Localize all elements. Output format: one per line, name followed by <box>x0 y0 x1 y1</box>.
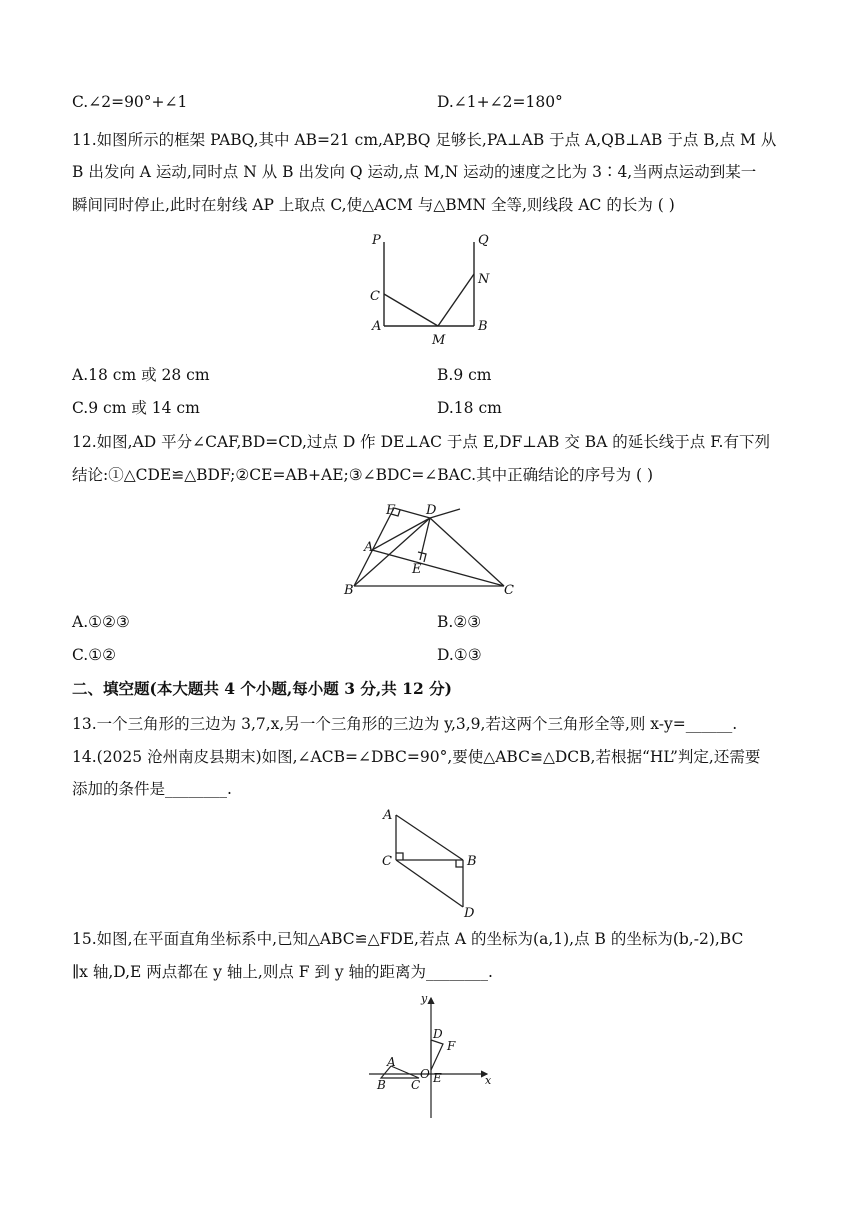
q15-label-y: y <box>421 992 428 1005</box>
q14-label-c: C <box>382 854 392 869</box>
q12-label-c: C <box>504 583 514 598</box>
q11-label-b: B <box>478 319 488 334</box>
q12-option-b: B.②③ <box>437 613 482 631</box>
q11-label-a: A <box>372 319 382 334</box>
q12-label-b: B <box>344 583 354 598</box>
q15-label-x: x <box>485 1074 492 1087</box>
q12-option-d: D.①③ <box>437 646 482 664</box>
q13-text: 13.一个三角形的三边为 3,7,x,另一个三角形的三边为 y,3,9,若这两个三角形全等,则 x-y=______. <box>72 715 738 733</box>
q14-label-d: D <box>464 906 475 921</box>
q12-figure <box>340 500 530 600</box>
q15-label-c: C <box>411 1078 421 1092</box>
q15-label-a: A <box>387 1055 396 1069</box>
q11-label-q: Q <box>478 233 489 248</box>
q11-option-b: B.9 cm <box>437 366 492 384</box>
q15-label-o: O <box>420 1067 430 1081</box>
q11-label-c: C <box>370 289 380 304</box>
q12-label-e: E <box>412 562 422 577</box>
q15-text-line1: 15.如图,在平面直角坐标系中,已知△ABC≌△FDE,若点 A 的坐标为(a,1),点 B 的坐标为(b,-2),BC <box>72 930 744 948</box>
q11-label-p: P <box>372 233 381 248</box>
q11-label-m: M <box>432 333 446 348</box>
q12-option-c: C.①② <box>72 646 117 664</box>
q12-option-a: A.①②③ <box>72 613 130 631</box>
q15-label-e: E <box>433 1071 442 1085</box>
q10-option-d: D.∠1+∠2=180° <box>437 93 563 111</box>
q15-figure <box>365 990 500 1120</box>
q10-option-c: C.∠2=90°+∠1 <box>72 93 188 111</box>
q11-option-c: C.9 cm 或 14 cm <box>72 399 200 417</box>
q12-label-a: A <box>364 540 374 555</box>
q15-text-line2: ∥x 轴,D,E 两点都在 y 轴上,则点 F 到 y 轴的距离为________. <box>72 963 493 981</box>
q14-label-a: A <box>383 808 393 823</box>
q15-label-d: D <box>433 1027 443 1041</box>
q12-label-f: F <box>386 503 396 518</box>
q12-text-line2: 结论:①△CDE≌△BDF;②CE=AB+AE;③∠BDC=∠BAC.其中正确结论的序号为 ( ) <box>72 466 654 484</box>
q15-label-b: B <box>377 1078 386 1092</box>
q15-label-f: F <box>447 1039 456 1053</box>
q11-text-line1: 11.如图所示的框架 PABQ,其中 AB=21 cm,AP,BQ 足够长,PA⊥AB 于点 A,QB⊥AB 于点 B,点 M 从 <box>72 131 777 149</box>
q14-label-b: B <box>467 854 477 869</box>
q11-option-a: A.18 cm 或 28 cm <box>72 366 210 384</box>
q14-text-line2: 添加的条件是________. <box>72 780 232 798</box>
q12-text-line1: 12.如图,AD 平分∠CAF,BD=CD,过点 D 作 DE⊥AC 于点 E,DF⊥AB 交 BA 的延长线于点 F.有下列 <box>72 433 770 451</box>
q11-option-d: D.18 cm <box>437 399 502 417</box>
section-title-fill-in: 二、填空题(本大题共 4 个小题,每小题 3 分,共 12 分) <box>72 679 452 698</box>
q14-text-line1: 14.(2025 沧州南皮县期末)如图,∠ACB=∠DBC=90°,要使△ABC≌△DCB,若根据“HL”判定,还需要 <box>72 748 761 766</box>
q14-figure <box>378 805 488 920</box>
q11-text-line2: B 出发向 A 运动,同时点 N 从 B 出发向 Q 运动,点 M,N 运动的速度之比为 3∶4,当两点运动到某一 <box>72 163 757 181</box>
q11-figure <box>360 228 500 348</box>
q12-label-d: D <box>426 503 437 518</box>
q11-text-line3: 瞬间同时停止,此时在射线 AP 上取点 C,使△ACM 与△BMN 全等,则线段 AC 的长为 ( ) <box>72 196 675 214</box>
q11-label-n: N <box>478 272 490 287</box>
